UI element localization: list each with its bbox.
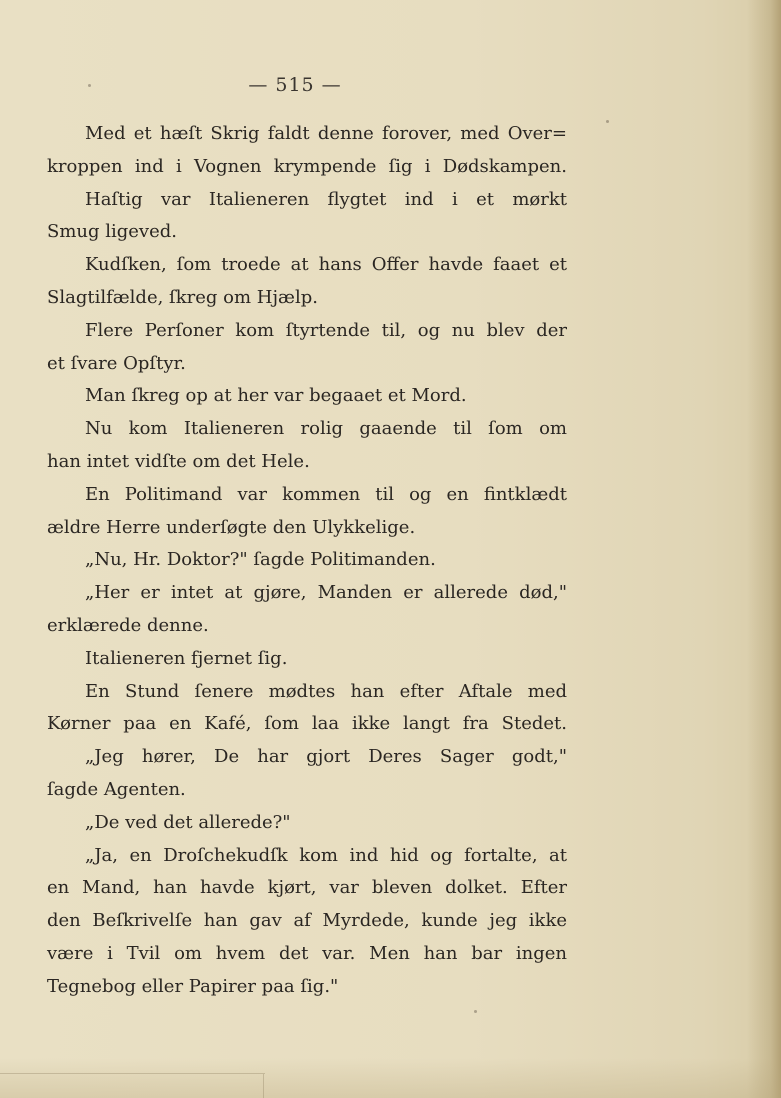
text-line: Italieneren fjernet ſig.	[85, 647, 288, 669]
text-line: den Beſkrivelſe han gav af Myrdede, kunde jeg ikke	[47, 910, 567, 932]
text-line: „De ved det allerede?"	[85, 811, 291, 833]
paper-fold-line	[0, 1073, 265, 1074]
text-line: Man ſkreg op at her var begaaet et Mord.	[85, 385, 467, 407]
paper-fold-tick	[263, 1074, 264, 1098]
text-line: ældre Herre underſøgte den Ulykkelige.	[47, 516, 416, 538]
text-line: En Politimand var kommen til og en fintklædt	[85, 483, 567, 505]
text-line: Slagtilfælde, ſkreg om Hjælp.	[47, 286, 318, 308]
paper-speck	[88, 84, 91, 87]
text-line: Kudſken, ſom troede at hans Offer havde faaet et	[85, 254, 567, 276]
text-line: Nu kom Italieneren rolig gaaende til ſom om	[85, 418, 567, 440]
text-line: „Jeg hører, De har gjort Deres Sager godt,"	[85, 746, 567, 768]
text-line: han intet vidſte om det Hele.	[47, 450, 310, 472]
body-text	[47, 118, 567, 1004]
text-line: Med et hæſt Skrig faldt denne forover, med Over=	[85, 123, 567, 144]
text-line: Kørner paa en Kafé, ſom laa ikke langt fra Stedet.	[47, 713, 567, 735]
text-line: Haſtig var Italieneren flygtet ind i et mørkt	[85, 188, 567, 210]
text-line: kroppen ind i Vognen krympende ſig i Dødskampen.	[47, 155, 567, 177]
text-line: Flere Perſoner kom ſtyrtende til, og nu blev der	[85, 319, 567, 341]
page-edge-shadow	[747, 0, 781, 1098]
text-line: En Stund ſenere mødtes han efter Aftale med	[85, 680, 567, 702]
text-line: „Her er intet at gjøre, Manden er allerede død,"	[85, 582, 567, 604]
text-line: ſagde Agenten.	[47, 778, 186, 800]
text-line: „Ja, en Droſchekudſk kom ind hid og fortalte, at	[85, 844, 567, 866]
text-line: Smug ligeved.	[47, 221, 177, 243]
paper-speck	[474, 1010, 477, 1013]
page-number: — 515 —	[248, 74, 342, 96]
text-line: „Nu, Hr. Doktor?" ſagde Politimanden.	[85, 549, 436, 571]
text-line: være i Tvil om hvem det var. Men han bar ingen	[47, 942, 567, 964]
text-line: erklærede denne.	[47, 614, 209, 636]
text-line: et ſvare Opſtyr.	[47, 352, 186, 374]
text-line: Tegnebog eller Papirer paa ſig."	[47, 975, 339, 997]
paper-speck	[606, 120, 609, 123]
text-line: en Mand, han havde kjørt, var bleven dolket. Efter	[47, 877, 567, 899]
page-bottom-shadow	[0, 1058, 781, 1098]
